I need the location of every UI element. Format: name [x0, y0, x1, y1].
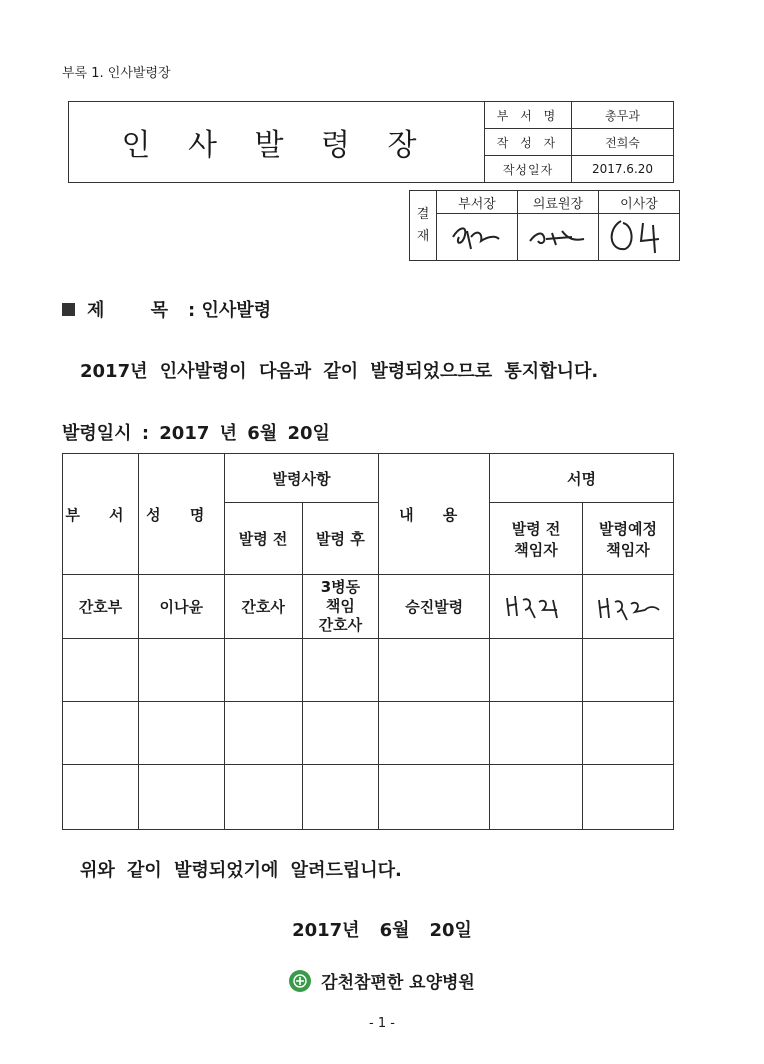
final-date-year: 2017년: [292, 920, 360, 941]
subject-separator: :: [188, 300, 196, 321]
approval-role-medical-director: 의료원장: [518, 191, 599, 214]
table-row: [63, 639, 674, 702]
organization-name: 감천참편한 요양병원: [321, 973, 475, 993]
meta-value: 2017.6.20: [572, 156, 674, 183]
approval-label-2: 재: [416, 228, 430, 244]
header-sign-after: 발령예정 책임자: [583, 503, 674, 575]
hospital-logo-icon: [289, 970, 311, 992]
subject-line: [62, 296, 271, 322]
header-after: 발령 후: [302, 503, 379, 575]
signature-chairman: [599, 214, 680, 261]
approval-table: [409, 190, 680, 261]
header-signature: 서명: [490, 454, 674, 503]
closing-text: 위와 같이 발령되었기에 알려드립니다.: [80, 860, 402, 881]
final-date-day: 20일: [429, 920, 472, 941]
final-date: [0, 916, 764, 942]
meta-key: 작 성 자: [485, 129, 572, 156]
header-name: 성 명: [138, 454, 224, 575]
table-row: [63, 702, 674, 765]
cell-content: 승진발령: [379, 575, 490, 639]
table-row: [63, 575, 674, 639]
meta-row-author: [485, 129, 674, 156]
organization: [0, 968, 764, 993]
meta-value: 총무과: [572, 102, 674, 129]
cell-after: 3병동 책임 간호사: [302, 575, 379, 639]
square-bullet-icon: [62, 303, 75, 316]
signature-medical-director: [518, 214, 599, 261]
document-title: 인 사 발 령 장: [121, 128, 431, 163]
final-date-month: 6월: [379, 920, 410, 941]
subject-label: 제 목: [87, 300, 189, 321]
notice-text: 2017년 인사발령이 다음과 같이 발령되었으므로 통지합니다.: [80, 361, 599, 382]
header-sign-before: 발령 전 책임자: [490, 503, 583, 575]
cell-sign-after: [583, 575, 674, 639]
header-order-items: 발령사항: [224, 454, 379, 503]
approval-role-department-head: 부서장: [437, 191, 518, 214]
cell-name: 이나윤: [138, 575, 224, 639]
meta-key: 부 서 명: [485, 102, 572, 129]
approval-label-1: 결: [416, 206, 430, 222]
cell-before: 간호사: [224, 575, 302, 639]
personnel-order-table: [62, 453, 674, 830]
approval-label: [410, 191, 437, 261]
page-number: - 1 -: [369, 1016, 395, 1031]
header-department: 부 서: [63, 454, 139, 575]
header-content: 내 용: [379, 454, 490, 575]
meta-value: 전희숙: [572, 129, 674, 156]
meta-row-date: [485, 156, 674, 183]
signature-department-head: [437, 214, 518, 261]
table-row: [63, 765, 674, 830]
document-meta-table: [484, 101, 674, 183]
subject-value: 인사발령: [201, 300, 272, 321]
approval-role-chairman: 이사장: [599, 191, 680, 214]
header-before: 발령 전: [224, 503, 302, 575]
appendix-label: 부록 1. 인사발령장: [62, 66, 171, 81]
meta-row-department: [485, 102, 674, 129]
order-date: 발령일시 : 2017 년 6월 20일: [62, 423, 330, 444]
cell-sign-before: [490, 575, 583, 639]
cell-department: 간호부: [63, 575, 139, 639]
meta-key: 작성일자: [485, 156, 572, 183]
